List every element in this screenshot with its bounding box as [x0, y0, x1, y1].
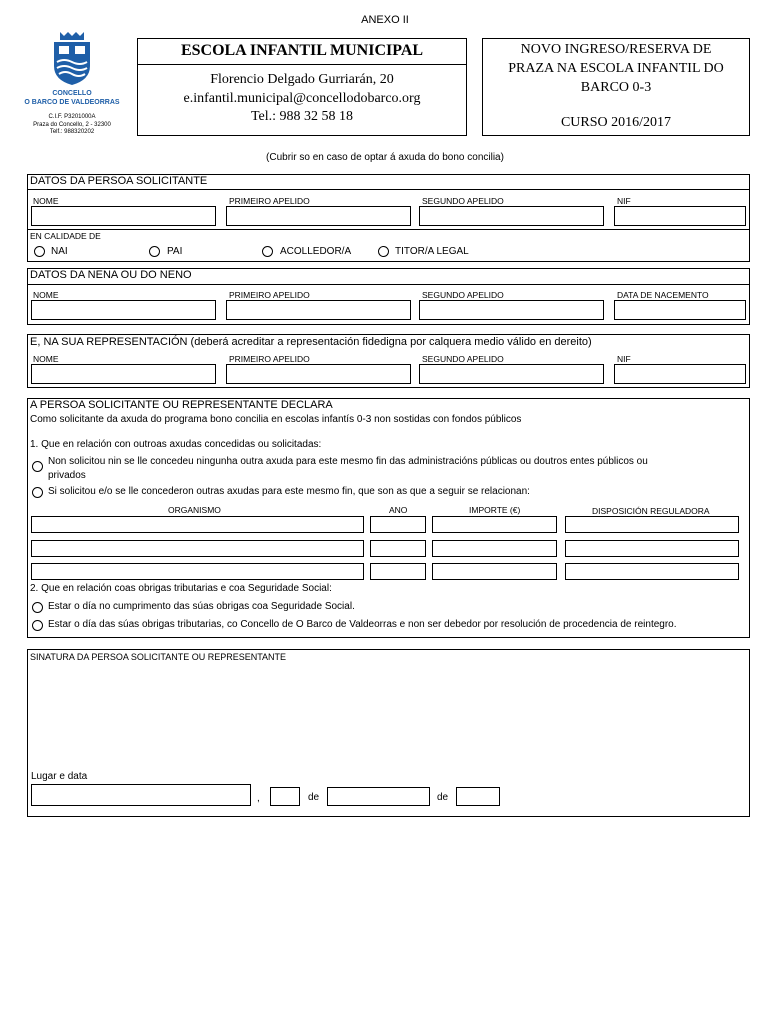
aid-row2-organismo[interactable]	[31, 540, 364, 557]
applicant-surname2-label: SEGUNDO APELIDO	[422, 196, 504, 206]
radio-acolledor-label: ACOLLEDOR/A	[280, 246, 352, 257]
rep-nif-label: NIF	[617, 354, 631, 364]
col-organismo: ORGANISMO	[168, 505, 221, 515]
child-birthdate-label: DATA DE NACEMENTO	[617, 290, 709, 300]
aid-row1-organismo[interactable]	[31, 516, 364, 533]
child-name-input[interactable]	[31, 300, 216, 320]
rep-surname1-label: PRIMEIRO APELIDO	[229, 354, 310, 364]
col-importe: IMPORTE (€)	[469, 505, 521, 515]
aid-row2-importe[interactable]	[432, 540, 557, 557]
rep-nif-input[interactable]	[614, 364, 746, 384]
coat-of-arms-icon	[50, 30, 94, 86]
header-address: Florencio Delgado Gurriarán, 20	[210, 72, 394, 87]
radio-nai[interactable]	[34, 246, 45, 257]
de-label-1: de	[308, 792, 320, 803]
rep-surname2-label: SEGUNDO APELIDO	[422, 354, 504, 364]
place-input[interactable]	[31, 784, 251, 806]
aid-row3-disposicion[interactable]	[565, 563, 739, 580]
q2-option2: Estar o día das súas obrigas tributarias, co Concello de O Barco de Valdeorras e non ser debedor por resolución de procedencia de reintegro.	[48, 619, 677, 630]
radio-no-other-aid[interactable]	[32, 461, 43, 472]
rep-surname1-input[interactable]	[226, 364, 411, 384]
aid-row3-ano[interactable]	[370, 563, 426, 580]
col-disposicion: DISPOSICIÓN REGULADORA	[592, 506, 710, 516]
question1: 1. Que en relación con outroas axudas concedidas ou solicitadas:	[30, 439, 322, 450]
radio-titor[interactable]	[378, 246, 389, 257]
radio-acolledor[interactable]	[262, 246, 273, 257]
applicant-surname2-input[interactable]	[419, 206, 604, 226]
annex-label: ANEXO II	[361, 14, 409, 26]
radio-titor-label: TITOR/A LEGAL	[395, 246, 469, 257]
logo-address: Praza do Concello, 2 - 32300	[33, 122, 111, 128]
header-box	[137, 38, 467, 136]
course-line3: BARCO 0-3	[580, 80, 652, 95]
q2-option1: Estar o día no cumprimento das súas obrigas coa Seguridade Social.	[48, 601, 355, 612]
child-name-label: NOME	[33, 290, 59, 300]
col-ano: ANO	[389, 505, 408, 515]
logo-cif: C.I.F. P3201000A	[48, 114, 96, 120]
aid-row3-importe[interactable]	[432, 563, 557, 580]
radio-other-aid[interactable]	[32, 487, 43, 498]
applicant-nif-input[interactable]	[614, 206, 746, 226]
question2: 2. Que en relación coas obrigas tributarias e coa Seguridade Social:	[30, 583, 332, 594]
header-email: e.infantil.municipal@concellodobarco.org	[183, 91, 421, 106]
year-input[interactable]	[456, 787, 500, 806]
aid-row2-ano[interactable]	[370, 540, 426, 557]
course-year: CURSO 2016/2017	[560, 115, 672, 130]
child-surname1-label: PRIMEIRO APELIDO	[229, 290, 310, 300]
logo-org-line2: O BARCO DE VALDEORRAS	[24, 99, 120, 106]
course-line2: PRAZA NA ESCOLA INFANTIL DO	[508, 61, 724, 76]
applicant-surname1-input[interactable]	[226, 206, 411, 226]
q1-option1-line1: Non solicitou nin se lle concedeu ningunha outra axuda para este mesmo fin das administracións públicas ou doutros entes públicos ou	[48, 456, 648, 467]
de-label-2: de	[437, 792, 449, 803]
applicant-surname1-label: PRIMEIRO APELIDO	[229, 196, 310, 206]
logo-block	[20, 30, 124, 140]
radio-social-security[interactable]	[32, 602, 43, 613]
child-title: DATOS DA NENA OU DO NENO	[30, 269, 192, 281]
capacity-label: EN CALIDADE DE	[30, 231, 101, 241]
q1-option2: Si solicitou e/o se lle concederon outras axudas para este mesmo fin, que son as que a seguir se relacionan:	[48, 486, 530, 497]
rep-name-input[interactable]	[31, 364, 216, 384]
comma-separator: ,	[257, 793, 260, 804]
child-surname2-label: SEGUNDO APELIDO	[422, 290, 504, 300]
applicant-nif-label: NIF	[617, 196, 631, 206]
course-line1: NOVO INGRESO/RESERVA DE	[520, 42, 712, 57]
place-date-label: Lugar e data	[31, 771, 88, 782]
radio-pai-label: PAI	[167, 246, 183, 257]
applicant-title: DATOS DA PERSOA SOLICITANTE	[30, 175, 208, 187]
q1-option1-line2: privados	[48, 470, 86, 481]
aid-row2-disposicion[interactable]	[565, 540, 739, 557]
day-input[interactable]	[270, 787, 300, 806]
applicant-name-label: NOME	[33, 196, 59, 206]
course-box	[482, 38, 750, 136]
signature-title: SINATURA DA PERSOA SOLICITANTE OU REPRESENTANTE	[30, 652, 287, 662]
radio-pai[interactable]	[149, 246, 160, 257]
declaration-title: A PERSOA SOLICITANTE OU REPRESENTANTE DECLARA	[30, 399, 333, 411]
child-surname1-input[interactable]	[226, 300, 411, 320]
bono-note: (Cubrir so en caso de optar á axuda do bono concilia)	[266, 152, 504, 163]
logo-phone: Telf.: 988320202	[49, 129, 95, 135]
aid-row1-importe[interactable]	[432, 516, 557, 533]
declaration-subtitle: Como solicitante da axuda do programa bono concilia en escolas infantís 0-3 non sostidas con fondos públicos	[30, 414, 522, 425]
aid-row1-ano[interactable]	[370, 516, 426, 533]
applicant-name-input[interactable]	[31, 206, 216, 226]
logo-org-line1: CONCELLO	[52, 90, 92, 97]
aid-row1-disposicion[interactable]	[565, 516, 739, 533]
radio-tax-obligations[interactable]	[32, 620, 43, 631]
representative-title: E, NA SUA REPRESENTACIÓN (deberá acreditar a representación fidedigna por calquera medio válido en dereito)	[30, 336, 592, 348]
header-title: ESCOLA INFANTIL MUNICIPAL	[180, 42, 424, 59]
month-input[interactable]	[327, 787, 430, 806]
aid-row3-organismo[interactable]	[31, 563, 364, 580]
radio-nai-label: NAI	[51, 246, 68, 257]
rep-surname2-input[interactable]	[419, 364, 604, 384]
child-birthdate-input[interactable]	[614, 300, 746, 320]
header-phone: Tel.: 988 32 58 18	[250, 109, 354, 124]
child-surname2-input[interactable]	[419, 300, 604, 320]
rep-name-label: NOME	[33, 354, 59, 364]
